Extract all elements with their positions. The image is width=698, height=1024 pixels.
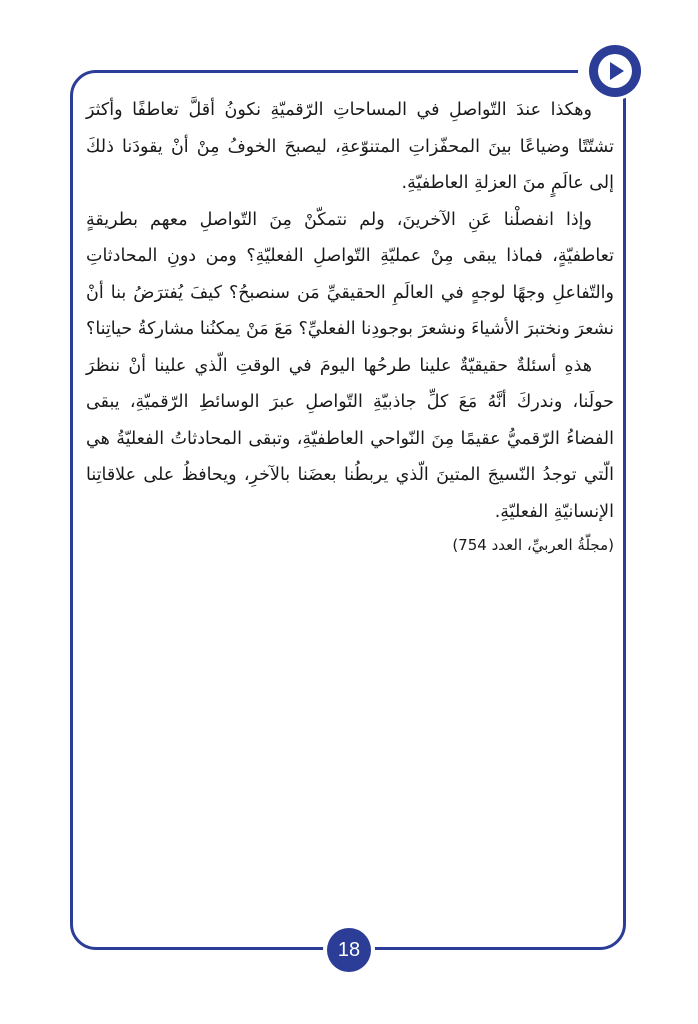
paragraph-3: هذهِ أسئلةٌ حقيقيّةٌ علينا طرحُها اليومَ في الوقتِ الّذي علينا أنْ ننظرَ حولَنا، وندركَ أنَّهُ مَعَ كلِّ جاذبيّةِ التّواصلِ عبرَ الوسائطِ الرّقميّةِ، يبقى الفضاءُ الرّقميُّ عقيمًا مِنَ النّواحي العاطفيّةِ، وتبقى المحادثاتُ الفعليّةُ هي الّتي توجدُ النّسيجَ المتينَ الّذي يربطُنا بعضَنا بالآخرِ، ويحافظُ على علاقاتِنا الإنسانيّةِ الفعليّةِ. <box>86 355 614 522</box>
page-number: 18 <box>327 928 371 972</box>
article-text <box>86 92 614 558</box>
paragraph-1: وهكذا عندَ التّواصلِ في المساحاتِ الرّقميّةِ نكونُ أقلَّ تعاطفًا وأكثرَ تشتّتًا وضياعًا بينَ المحفّزاتِ المتنوّعةِ، ليصبحَ الخوفُ مِنْ أنْ يقودَنا ذلكَ إلى عالَمٍ منَ العزلةِ العاطفيّةِ. <box>86 100 614 193</box>
source-citation: (مجلّةُ العربيِّ، العدد 754) <box>452 536 614 554</box>
paragraph-2: وإذا انفصلْنا عَنِ الآخرينَ، ولم نتمكّنْ مِنَ التّواصلِ معهم بطريقةٍ تعاطفيّةٍ، فماذا يبقى مِنْ عمليّةِ التّواصلِ الفعليّةِ؟ ومن دونِ المحادثاتِ والتّفاعلِ وجهًا لوجهٍ في العالَمِ الحقيقيِّ مَن سنصبحُ؟ كيفَ يُفترَضُ بنا أنْ نشعرَ ونختبرَ الأشياءَ ونشعرَ بوجودِنا الفعليِّ؟ مَعَ مَنْ يمكنُنا مشاركةُ حياتِنا؟ <box>86 209 614 339</box>
play-icon[interactable] <box>589 45 641 97</box>
play-icon-glyph <box>598 54 632 88</box>
